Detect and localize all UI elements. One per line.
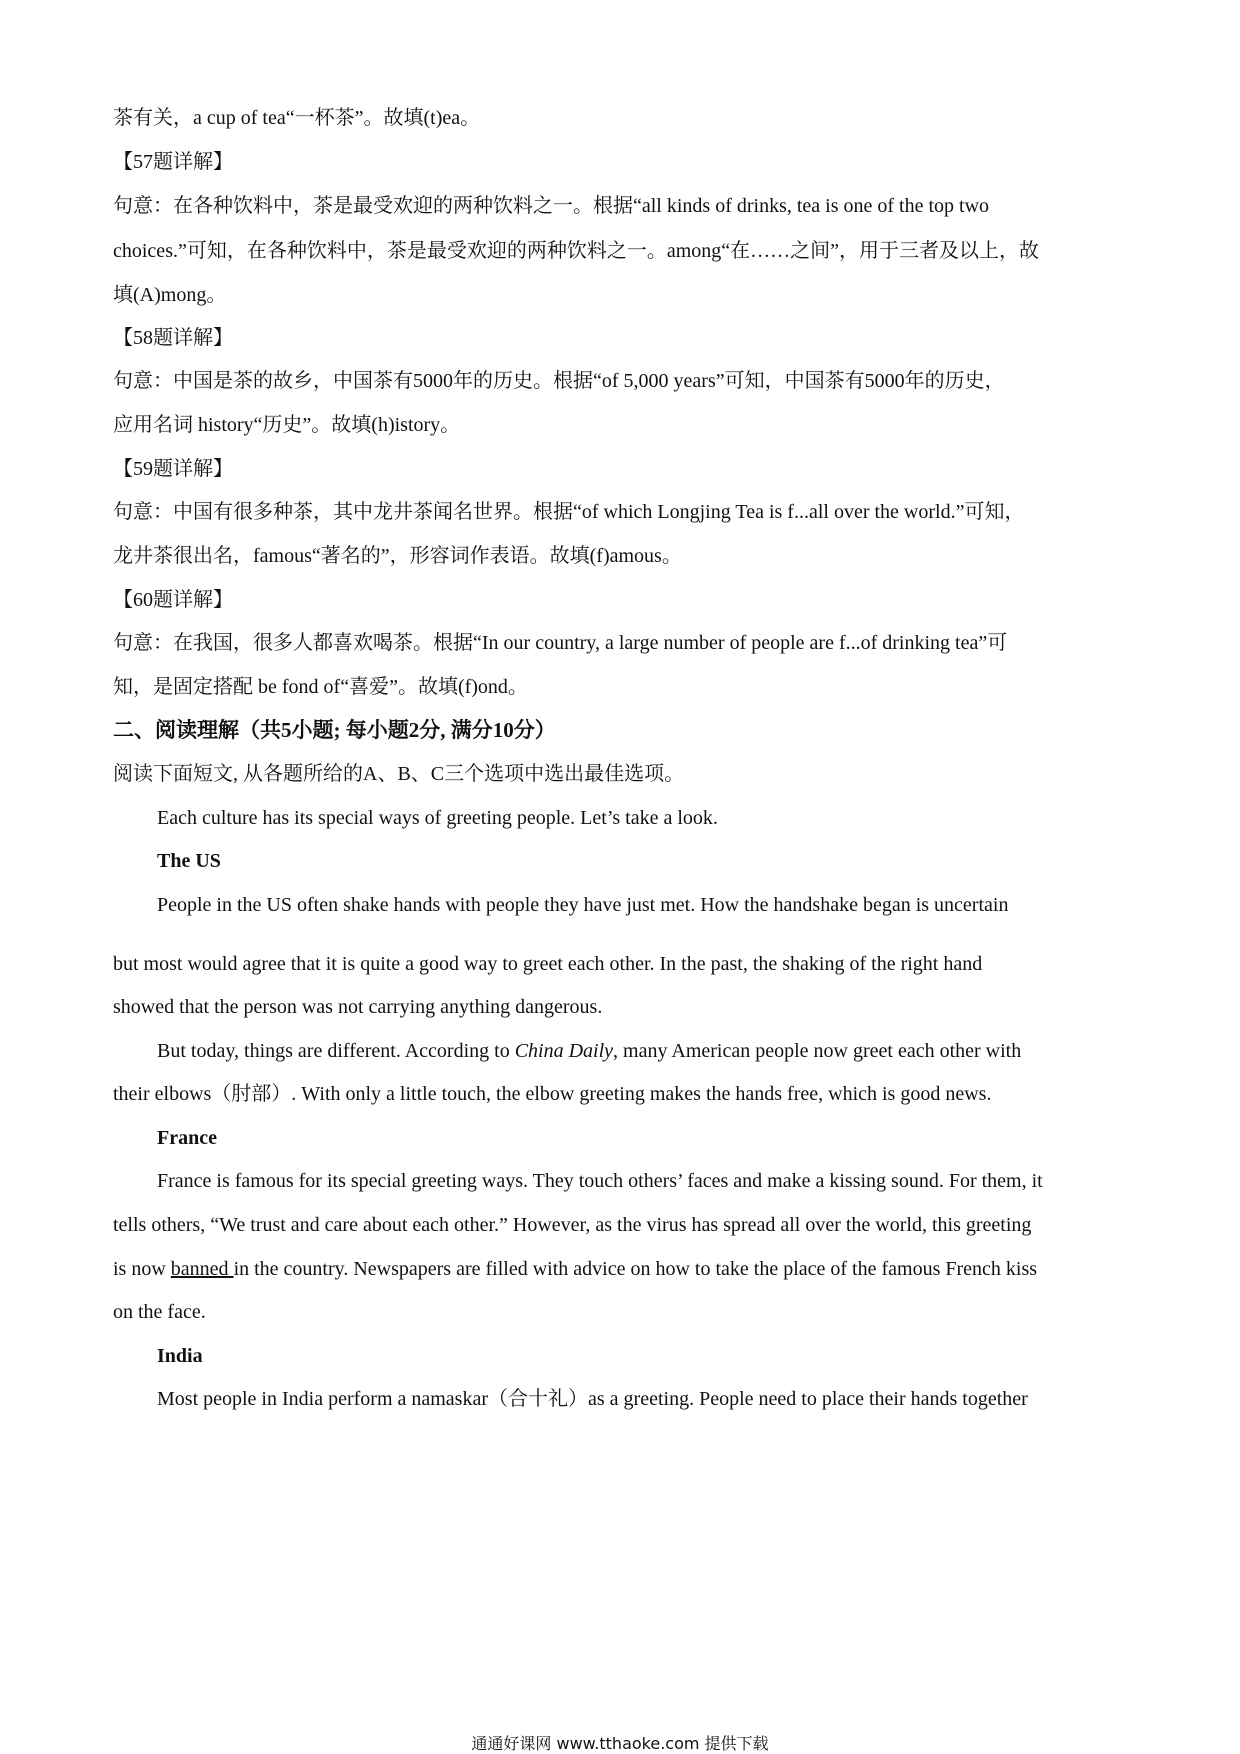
answer-line: 填(A)mong。	[113, 284, 227, 306]
answer-line: 句意：中国是茶的故乡，中国茶有5000年的历史。根据“of 5,000 years”可知，中国茶有5000年的历史，	[113, 370, 1005, 392]
passage-line: tells others, “We trust and care about each other.” However, as the virus has spread all over the world, this greeting	[113, 1214, 1032, 1236]
subtitle-us: The US	[157, 850, 221, 872]
passage-line: showed that the person was not carrying anything dangerous.	[113, 996, 603, 1018]
footer-watermark: 通通好课网 www.tthaoke.com 提供下载	[471, 1734, 769, 1753]
q57-heading: 【57题详解】	[113, 151, 233, 173]
passage-line: Most people in India perform a namaskar（合十礼）as a greeting. People need to place their hands together	[157, 1388, 1028, 1410]
passage-line: People in the US often shake hands with people they have just met. How the handshake began is uncertain	[157, 894, 1009, 916]
q59-heading: 【59题详解】	[113, 458, 233, 480]
answer-line: 知，是固定搭配 be fond of“喜爱”。故填(f)ond。	[113, 676, 528, 698]
passage-line: on the face.	[113, 1301, 206, 1323]
subtitle-france: France	[157, 1127, 217, 1149]
subtitle-india: India	[157, 1345, 203, 1367]
passage-line: but most would agree that it is quite a good way to greet each other. In the past, the shaking of the right hand	[113, 953, 983, 975]
answer-line: choices.”可知，在各种饮料中，茶是最受欢迎的两种饮料之一。among“在……之间”，用于三者及以上，故	[113, 240, 1040, 262]
underlined-word: banned	[170, 1258, 234, 1280]
answer-line: 句意：在我国，很多人都喜欢喝茶。根据“In our country, a large number of people are f...of drinking tea”可	[113, 632, 1008, 654]
passage-line: France is famous for its special greeting ways. They touch others’ faces and make a kissing sound. For them, it	[157, 1170, 1043, 1192]
passage-line: But today, things are different. According to China Daily, many American people now greet each other with	[157, 1040, 1022, 1062]
q60-heading: 【60题详解】	[113, 589, 233, 611]
q58-heading: 【58题详解】	[113, 327, 233, 349]
answer-line: 句意：中国有很多种茶，其中龙井茶闻名世界。根据“of which Longjing Tea is f...all over the world.”可知，	[113, 501, 1025, 523]
passage-line: their elbows（肘部）. With only a little touch, the elbow greeting makes the hands free, which is good news.	[113, 1083, 992, 1105]
newspaper-title: China Daily	[514, 1040, 614, 1062]
answer-line: 应用名词 history“历史”。故填(h)istory。	[113, 414, 461, 436]
answer-line: 句意：在各种饮料中，茶是最受欢迎的两种饮料之一。根据“all kinds of drinks, tea is one of the top two	[113, 195, 990, 217]
passage-intro: Each culture has its special ways of greeting people. Let’s take a look.	[157, 807, 718, 829]
passage-line: is now banned in the country. Newspapers are filled with advice on how to take the place of the famous French kiss	[113, 1258, 1038, 1280]
answer-line: 茶有关，a cup of tea“一杯茶”。故填(t)ea。	[113, 107, 481, 129]
answer-line: 龙井茶很出名，famous“著名的”，形容词作表语。故填(f)amous。	[113, 545, 682, 567]
section-heading: 二、阅读理解（共5小题; 每小题2分, 满分10分）	[113, 718, 556, 742]
section-instruction: 阅读下面短文, 从各题所给的A、B、C三个选项中选出最佳选项。	[113, 763, 685, 785]
